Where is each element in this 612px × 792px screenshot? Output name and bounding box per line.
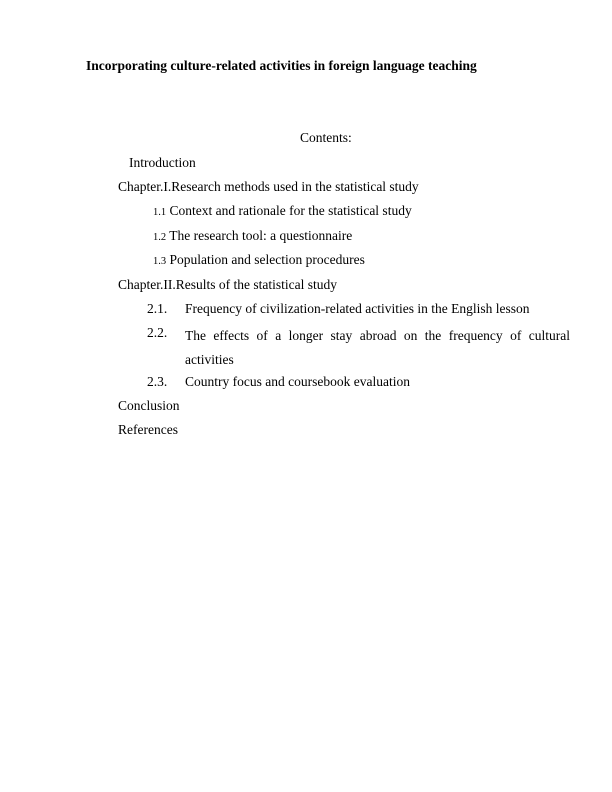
toc-item-number: 2.3. [147, 374, 168, 389]
toc-item-2-2-text: The effects of a longer stay abroad on the frequency of cultural activities [185, 328, 570, 367]
toc-item-2-3 [147, 374, 410, 390]
toc-item-text: Population and selection procedures [169, 252, 365, 267]
toc-chapter-2: Chapter.II.Results of the statistical study [118, 277, 337, 292]
toc-item-number: 1.1 [153, 207, 167, 218]
toc-item-text: Context and rationale for the statistical study [169, 203, 412, 218]
toc-item-text: Country focus and coursebook evaluation [185, 374, 410, 389]
toc-item-1-2 [153, 228, 352, 246]
toc-item-number: 2.1. [147, 301, 168, 316]
toc-item-number: 1.3 [153, 256, 167, 267]
toc-item-text: The research tool: a questionnaire [169, 228, 353, 243]
toc-item-1-1 [153, 203, 412, 221]
toc-references: References [118, 422, 178, 437]
toc-item-1-3 [153, 252, 365, 270]
toc-chapter-1: Chapter.I.Research methods used in the statistical study [118, 179, 419, 194]
toc-introduction: Introduction [129, 155, 196, 170]
document-title: Incorporating culture-related activities in foreign language teaching [86, 58, 477, 73]
toc-item-text: Frequency of civilization-related activities in the English lesson [185, 301, 530, 316]
toc-conclusion: Conclusion [118, 398, 180, 413]
toc-item-2-1 [147, 301, 530, 317]
contents-heading: Contents: [300, 130, 352, 145]
toc-item-number: 1.2 [153, 232, 167, 243]
toc-item-2-2-number: 2.2. [147, 325, 168, 340]
